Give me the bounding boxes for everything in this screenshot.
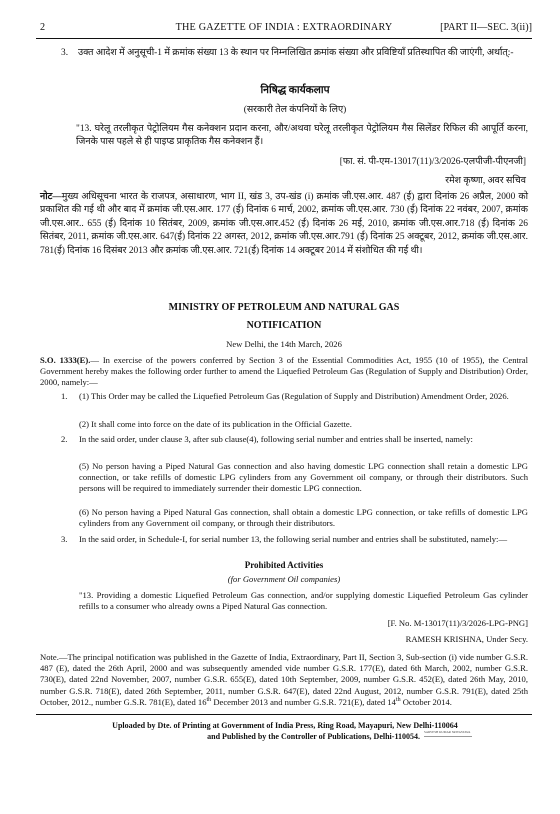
item1-sub2: (2) It shall come into force on the date of its publication in the Official Gazette. [79, 419, 352, 429]
hindi-heading: निषिद्ध कार्यकलाप [260, 85, 330, 96]
english-note [40, 652, 528, 708]
hindi-para3-number: 3. [61, 48, 69, 58]
note-sup1: th [206, 696, 212, 703]
item3-text: In the said order, in Schedule-I, for serial number 13, the following serial number and entries shall be substituted, namely:— [79, 534, 508, 544]
hindi-note-label: नोट— [40, 192, 62, 202]
note-part2: December 2013 and number G.S.R. 721(E), dated 14 [211, 696, 396, 707]
preamble-text: — In exercise of the powers conferred by Section 3 of the Essential Commodities Act, 1955 (10 of 1955), the Central Government hereby makes the following order further to amend the Liquefied Petroleum Gas (Regulation of Supply and Distribution) Order, 2000, namely:— [40, 355, 528, 388]
hindi-para3-text: उक्त आदेश में अनुसूची-1 में क्रमांक संख्या 13 के स्थान पर निम्नलिखित क्रमांक संख्या और प्रविष्टियाँ प्रतिस्थापित की जाएंगी, अर्थात्:- [78, 48, 514, 58]
digital-signature-name: SARVESH KUMAR SRIVASTAVA [424, 730, 471, 734]
hindi-note [40, 191, 528, 258]
entry-13: "13. Providing a domestic Liquefied Petroleum Gas connection, and/or supplying domestic Liquefied Petroleum Gas cylinder refills to a consumer who already owns a Piped Natural Gas connection. [79, 590, 528, 612]
digital-signature [424, 731, 472, 741]
note-part1: Note.—The principal notification was published in the Gazette of India, Extraordinary, Part II, Section 3, Sub-section (i) vide number G.S.R. 487 (E), dated the 26th April, 2000 and was subsequently amended vide number G.S.R. 177(E), dated 6th March, 2002, number G.S.R. 730(E), dated 22nd November, 2007, number G.S.R. 655(E), dated 10th September, 2009, number G.S.R. 452(E), dated 26th May, 2010, number G.S.R. 718(E), dated 26th September, 2011, number G.S.R. 647(E), dated 22nd August, 2012, number G.S.R. 791(E), dated 25th October, 2012., number G.S.R. 781(E), dated 16 [40, 652, 528, 707]
gazette-title: THE GAZETTE OF INDIA : EXTRAORDINARY [175, 22, 393, 33]
english-signatory: RAMESH KRISHNA, Under Secy. [405, 634, 528, 644]
header-rule [36, 38, 532, 39]
hindi-signatory: रमेश कृष्णा, अवर सचिव [445, 176, 526, 186]
footer-line-1: Uploaded by Dte. of Printing at Government of India Press, Ring Road, Mayapuri, New Delhi-110064 [112, 721, 458, 730]
part-section: [PART II—SEC. 3(ii)] [440, 22, 532, 33]
note-part3: October 2014. [400, 696, 452, 707]
item1-number: 1. [61, 391, 68, 401]
hindi-note-text: मुख्य अधिसूचना भारत के राजपत्र, असाधारण, भाग II, खंड 3, उप-खंड (i) क्रमांक जी.एस.आर. 487 (ई) द्वारा दिनांक 26 अप्रैल, 2000 को प्रकाशित की गई थी और बाद में क्रमांक जी.एस.आर. 177 (ई) दिनांक 6 मार्च, 2002, क्रमांक जी.एस.आर. 730 (ई) दिनांक 22 नवंबर, 2007, क्रमांक जी.एस.आर.. 655 (ई) दिनांक 10 सितंबर, 2009, क्रमांक जी.एस.आर.452 (ई) दिनांक 26 मई, 2010, क्रमांक जी.एस.आर.718 (ई) दिनांक 26 सितंबर, 2011, क्रमांक जी.एस.आर. 647(ई) दिनांक 22 अगस्त, 2012, क्रमांक जी.एस.आर.791 (ई) दिनांक 25 अक्टूबर, 2012, क्रमांक जी.एस.आर. 781(ई) दिनांक 16 दिसंबर 2013 और क्रमांक जी.एस.आर. 721(ई) दिनांक 14 अक्टूबर 2014 में संशोधित की गई थी। [40, 192, 528, 256]
hindi-file-number: [फा. सं. पी-एम-13017(11)/3/2026-एलपीजी-पीएनजी] [339, 157, 526, 167]
item2-sub6: (6) No person having a Piped Natural Gas connection, shall obtain a domestic LPG connection, or take refills of domestic LPG cylinders from any Government oil company, or through their distributors. [79, 507, 528, 529]
item1-text: (1) This Order may be called the Liquefied Petroleum Gas (Regulation of Supply and Distribution) Amendment Order, 2026. [79, 391, 509, 401]
prohibited-subheading: (for Government Oil companies) [227, 574, 341, 584]
signature-lines [424, 736, 472, 741]
page-header [36, 22, 532, 36]
so-number: S.O. 1333(E). [40, 355, 91, 365]
notification-heading: NOTIFICATION [246, 320, 322, 331]
english-file-number: [F. No. M-13017(11)/3/2026-LPG-PNG] [387, 618, 528, 628]
hindi-subheading: (सरकारी तेल कंपनियों के लिए) [243, 105, 347, 115]
prohibited-heading: Prohibited Activities [244, 560, 324, 570]
item2-number: 2. [61, 434, 68, 444]
ministry-heading: MINISTRY OF PETROLEUM AND NATURAL GAS [168, 302, 400, 313]
item3-number: 3. [61, 534, 68, 544]
footer-rule [36, 714, 532, 715]
item2-text: In the said order, under clause 3, after sub clause(4), following serial number and entries shall be inserted, namely: [79, 434, 473, 444]
item2-sub5: (5) No person having a Piped Natural Gas connection and also having domestic LPG connection shall retain a domestic LPG connection, or take refills of domestic LPG cylinders from any Government oil company, or through their distributors. Such persons will be required to immediately surrender their domestic LPG connection. [79, 461, 528, 494]
hindi-entry-13: "13. घरेलू तरलीकृत पेट्रोलियम गैस कनेक्शन प्रदान करना, और/अथवा घरेलू तरलीकृत पेट्रोलियम गैस सिलेंडर रिफिल की आपूर्ति करना, जिनके पास पहले से ही पाइप्ड प्राकृतिक गैस कनेक्शन हैं। [76, 124, 528, 147]
footer-line-2: and Published by the Controller of Publications, Delhi-110054. [207, 732, 420, 741]
note-sup2: th [395, 696, 401, 703]
dateline: New Delhi, the 14th March, 2026 [226, 339, 342, 349]
page-number: 2 [40, 22, 46, 33]
preamble [40, 355, 528, 389]
